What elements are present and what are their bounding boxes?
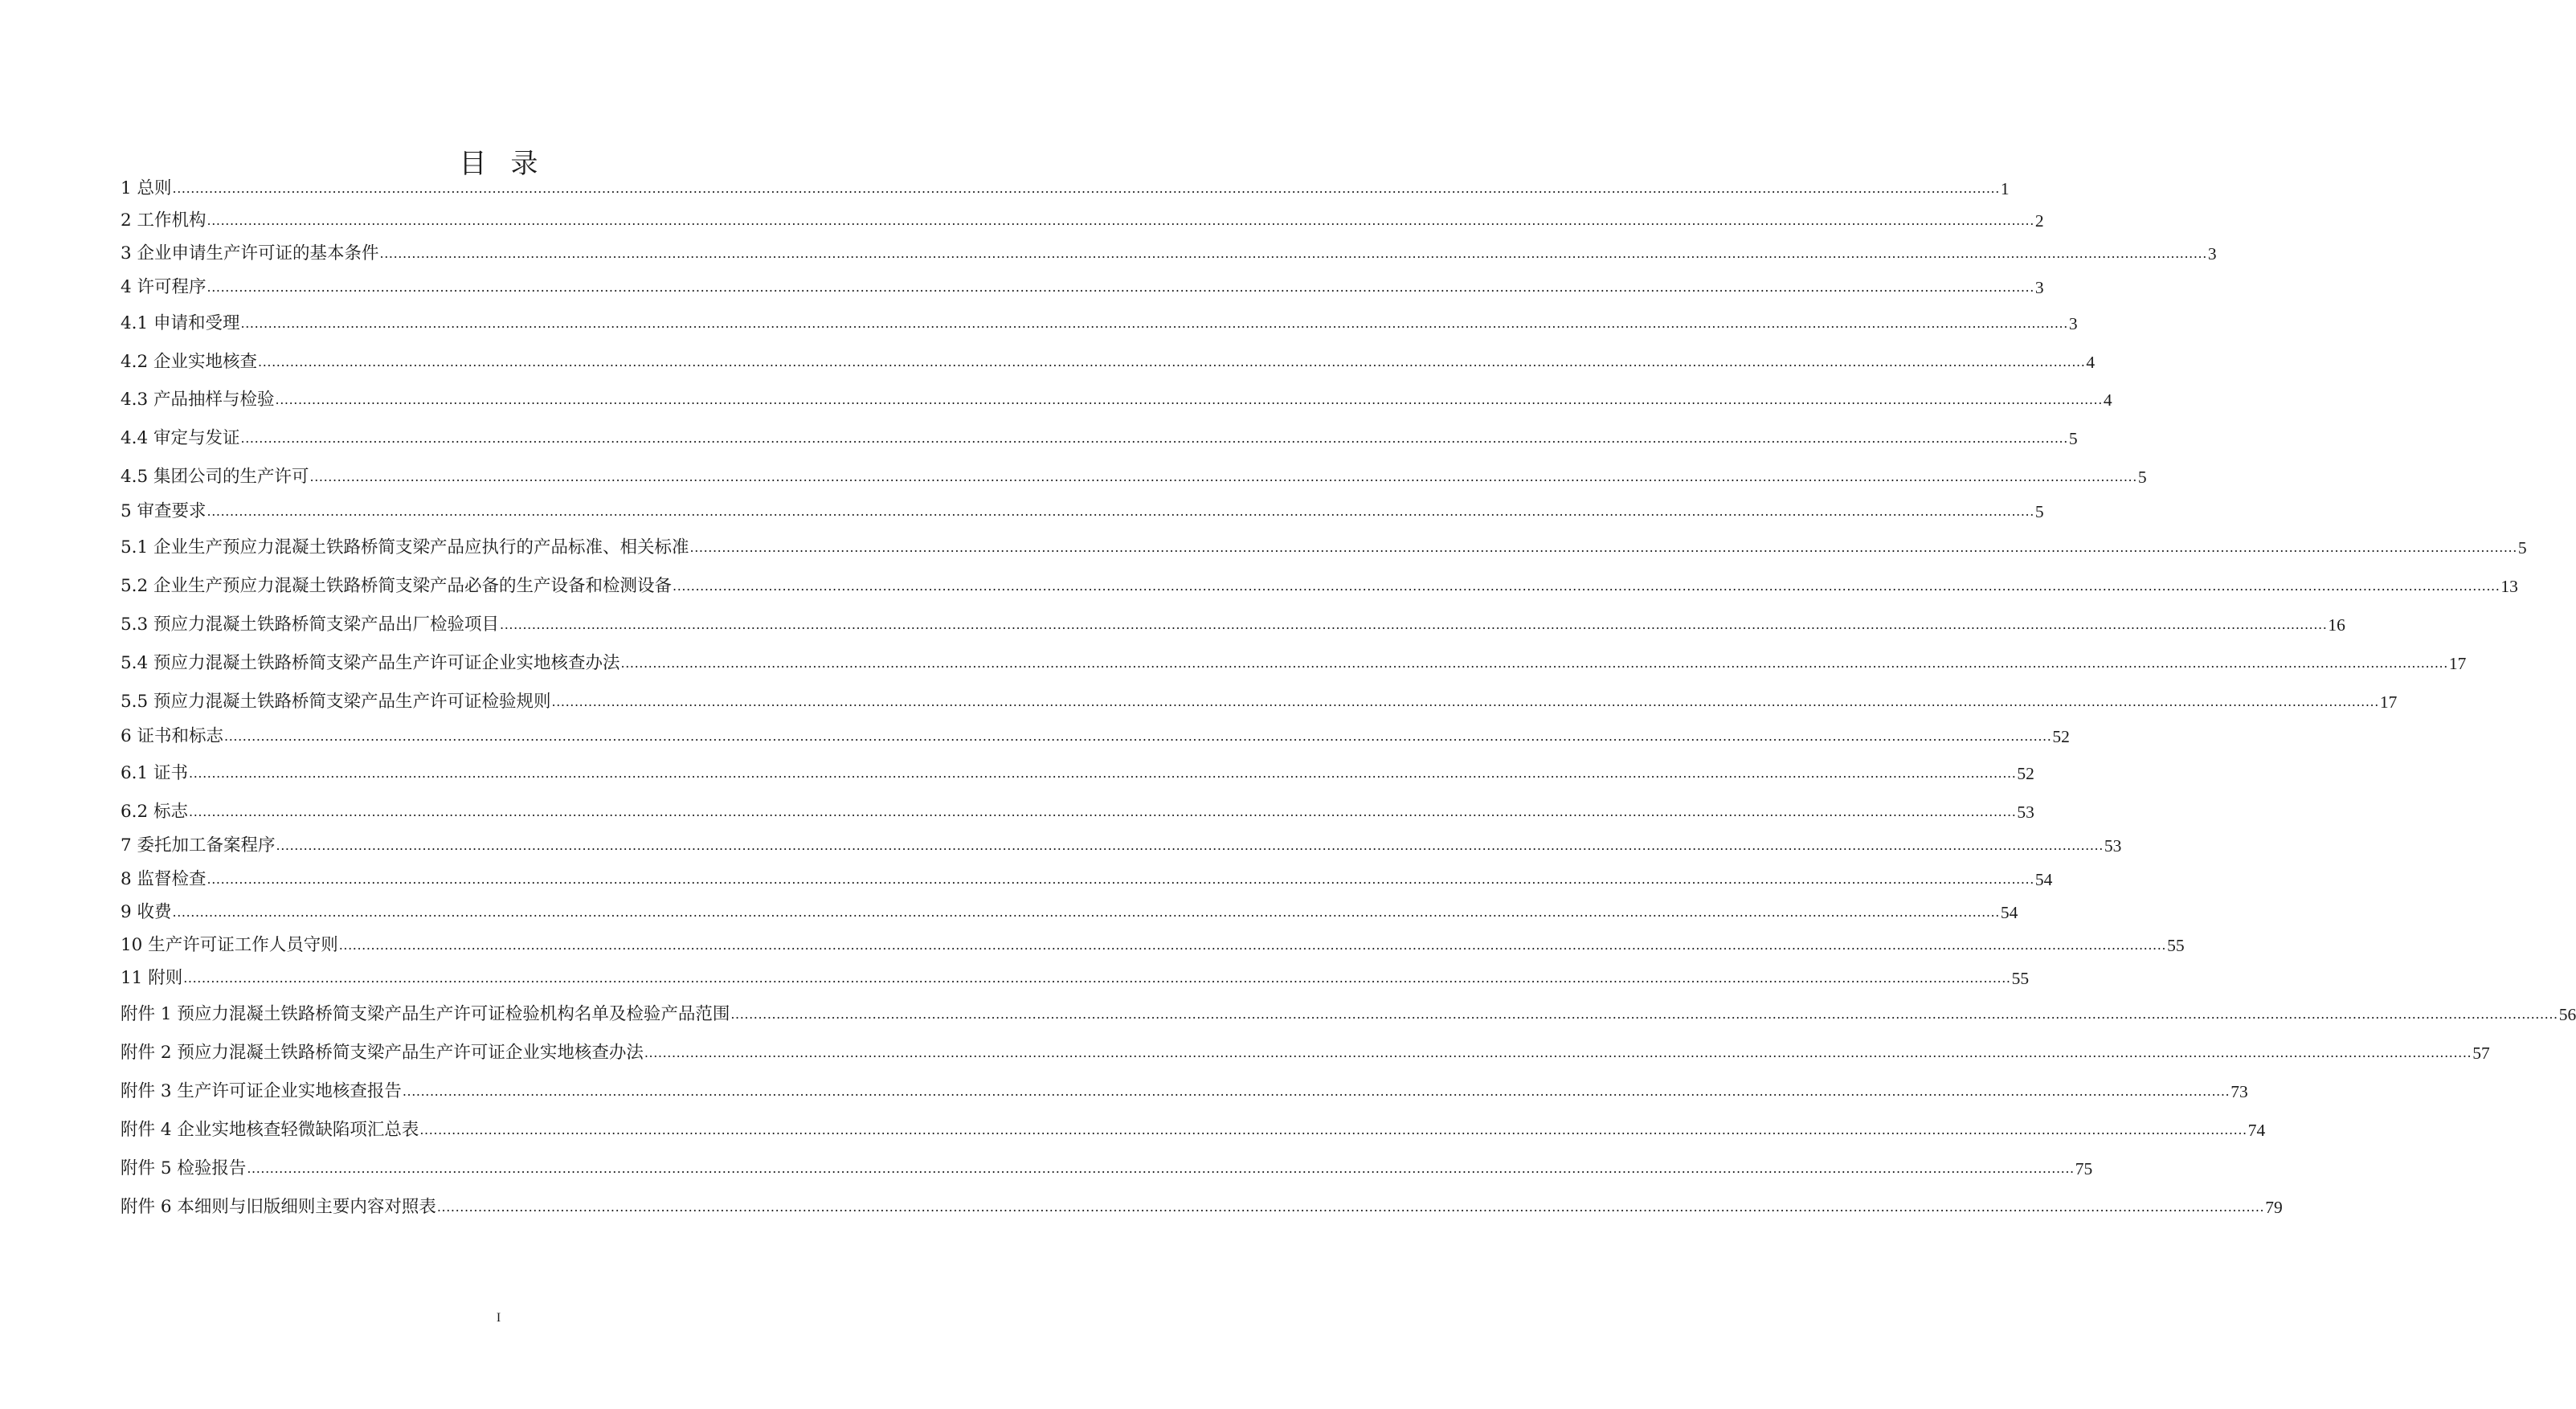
toc-entry-page: 75 [2075, 1159, 2093, 1178]
toc-entry-page: 2 [2034, 211, 2044, 231]
toc-entry-label: 11 附则 [121, 968, 183, 988]
toc-entry-11[interactable] [121, 966, 2030, 990]
toc-entry-page: 17 [2379, 692, 2398, 712]
toc-entry-page: 57 [2472, 1043, 2490, 1063]
toc-entry-label: 9 收费 [121, 902, 172, 922]
toc-entry-page: 53 [2104, 836, 2122, 856]
toc-entry-8[interactable] [121, 868, 2053, 892]
toc-entry-label: 6.1 证书 [121, 763, 189, 783]
toc-entry-4-2[interactable] [121, 350, 2096, 374]
toc-entry-label: 6 证书和标志 [121, 726, 224, 746]
toc-leader-dots: ................................................................................................................................................................................................................................................................................................................................................................................................................ [247, 1161, 2075, 1176]
toc-entry-label: 5.2 企业生产预应力混凝土铁路桥简支梁产品必备的生产设备和检测设备 [121, 576, 673, 596]
toc-entry-5-5[interactable] [121, 690, 2398, 714]
toc-entry-label: 7 委托加工备案程序 [121, 835, 276, 856]
toc-entry-page: 52 [2052, 727, 2070, 746]
toc-leader-dots: ................................................................................................................................................................................................................................................................................................................................................................................................................ [275, 392, 2103, 407]
toc-entry-page: 1 [2000, 179, 2010, 198]
toc-entry-label: 4.5 集团公司的生产许可 [121, 467, 309, 487]
toc-entry-page: 54 [2000, 903, 2018, 922]
toc-entry-appendix-6[interactable] [121, 1195, 2283, 1219]
toc-entry-label: 附件 5 检验报告 [121, 1158, 247, 1178]
toc-leader-dots: ................................................................................................................................................................................................................................................................................................................................................................................................................ [172, 181, 2000, 196]
toc-entry-appendix-3[interactable] [121, 1080, 2248, 1104]
toc-entry-page: 53 [2017, 803, 2034, 822]
toc-entry-appendix-4[interactable] [121, 1118, 2266, 1142]
toc-entry-4[interactable] [121, 276, 2044, 300]
toc-entry-9[interactable] [121, 901, 2018, 925]
toc-entry-label: 附件 4 企业实地核查轻微缺陷项汇总表 [121, 1120, 419, 1140]
toc-entry-page: 5 [2068, 429, 2078, 448]
toc-entry-page: 73 [2230, 1082, 2248, 1101]
page-number: I [496, 1311, 501, 1325]
toc-entry-label: 附件 6 本细则与旧版细则主要内容对照表 [121, 1197, 436, 1217]
toc-leader-dots: ................................................................................................................................................................................................................................................................................................................................................................................................................ [206, 872, 2034, 887]
toc-entry-label: 4.4 审定与发证 [121, 428, 240, 448]
page-title: 目录 [459, 148, 562, 180]
toc-leader-dots: ................................................................................................................................................................................................................................................................................................................................................................................................................ [240, 431, 2068, 446]
toc-leader-dots: ................................................................................................................................................................................................................................................................................................................................................................................................................ [436, 1199, 2265, 1215]
toc-entry-appendix-5[interactable] [121, 1157, 2093, 1181]
toc-leader-dots: ................................................................................................................................................................................................................................................................................................................................................................................................................ [730, 1007, 2558, 1022]
toc-entry-page: 54 [2034, 870, 2053, 889]
toc-leader-dots: ................................................................................................................................................................................................................................................................................................................................................................................................................ [258, 354, 2086, 370]
toc-entry-4-4[interactable] [121, 427, 2078, 451]
toc-entry-5-1[interactable] [121, 536, 2527, 560]
toc-entry-page: 13 [2500, 577, 2518, 596]
toc-entry-page: 55 [2011, 969, 2030, 988]
toc-entry-1[interactable] [121, 177, 2010, 201]
toc-entry-label: 6.2 标志 [121, 802, 189, 822]
toc-entry-label: 1 总则 [121, 178, 172, 198]
toc-entry-label: 3 企业申请生产许可证的基本条件 [121, 243, 379, 263]
toc-entry-4-5[interactable] [121, 465, 2147, 489]
toc-entry-10[interactable] [121, 933, 2185, 958]
toc-entry-label: 10 生产许可证工作人员守则 [121, 935, 338, 955]
toc-leader-dots: ................................................................................................................................................................................................................................................................................................................................................................................................................ [419, 1122, 2247, 1137]
toc-entry-page: 56 [2558, 1005, 2576, 1024]
toc-entry-label: 5 审查要求 [121, 501, 206, 521]
toc-entry-page: 79 [2265, 1198, 2283, 1217]
toc-entry-page: 4 [2086, 353, 2096, 372]
toc-entry-label: 4.3 产品抽样与检验 [121, 390, 275, 410]
toc-leader-dots: ................................................................................................................................................................................................................................................................................................................................................................................................................ [402, 1084, 2230, 1099]
toc-leader-dots: ................................................................................................................................................................................................................................................................................................................................................................................................................ [673, 578, 2500, 594]
toc-leader-dots: ................................................................................................................................................................................................................................................................................................................................................................................................................ [500, 617, 2328, 632]
toc-leader-dots: ................................................................................................................................................................................................................................................................................................................................................................................................................ [189, 804, 2017, 819]
toc-entry-5-2[interactable] [121, 574, 2518, 598]
toc-entry-label: 5.4 预应力混凝土铁路桥简支梁产品生产许可证企业实地核查办法 [121, 653, 620, 673]
toc-entry-page: 55 [2167, 936, 2185, 955]
toc-entry-label: 5.1 企业生产预应力混凝土铁路桥简支梁产品应执行的产品标准、相关标准 [121, 537, 689, 557]
toc-leader-dots: ................................................................................................................................................................................................................................................................................................................................................................................................................ [224, 729, 2052, 744]
toc-entry-page: 3 [2068, 314, 2078, 333]
toc-entry-5[interactable] [121, 500, 2044, 524]
toc-entry-5-3[interactable] [121, 613, 2345, 637]
toc-leader-dots: ................................................................................................................................................................................................................................................................................................................................................................................................................ [183, 970, 2011, 986]
toc-leader-dots: ................................................................................................................................................................................................................................................................................................................................................................................................................ [338, 937, 2167, 953]
toc-entry-3[interactable] [121, 242, 2217, 266]
toc-entry-page: 5 [2137, 468, 2147, 487]
toc-entry-label: 附件 1 预应力混凝土铁路桥简支梁产品生产许可证检验机构名单及检验产品范围 [121, 1004, 730, 1024]
toc-entry-4-1[interactable] [121, 312, 2078, 336]
toc-entry-page: 3 [2207, 244, 2217, 263]
toc-leader-dots: ................................................................................................................................................................................................................................................................................................................................................................................................................ [206, 280, 2034, 295]
toc-leader-dots: ................................................................................................................................................................................................................................................................................................................................................................................................................ [309, 469, 2137, 484]
toc-entry-page: 52 [2017, 764, 2034, 783]
toc-leader-dots: ................................................................................................................................................................................................................................................................................................................................................................................................................ [379, 246, 2207, 261]
toc-leader-dots: ................................................................................................................................................................................................................................................................................................................................................................................................................ [189, 766, 2017, 781]
toc-leader-dots: ................................................................................................................................................................................................................................................................................................................................................................................................................ [206, 213, 2034, 228]
toc-entry-7[interactable] [121, 834, 2122, 858]
toc-entry-2[interactable] [121, 209, 2044, 233]
toc-entry-appendix-2[interactable] [121, 1041, 2490, 1065]
toc-entry-page: 4 [2103, 390, 2112, 410]
toc-entry-6-1[interactable] [121, 762, 2034, 786]
toc-entry-label: 附件 2 预应力混凝土铁路桥简支梁产品生产许可证企业实地核查办法 [121, 1043, 644, 1063]
toc-entry-4-3[interactable] [121, 388, 2112, 412]
toc-leader-dots: ................................................................................................................................................................................................................................................................................................................................................................................................................ [276, 838, 2104, 853]
toc-entry-page: 3 [2034, 278, 2044, 297]
toc-entry-page: 17 [2448, 654, 2467, 673]
toc-entry-5-4[interactable] [121, 651, 2467, 676]
toc-leader-dots: ................................................................................................................................................................................................................................................................................................................................................................................................................ [206, 504, 2034, 519]
toc-leader-dots: ................................................................................................................................................................................................................................................................................................................................................................................................................ [620, 655, 2448, 671]
toc-leader-dots: ................................................................................................................................................................................................................................................................................................................................................................................................................ [689, 540, 2517, 555]
toc-entry-page: 5 [2034, 502, 2044, 521]
toc-entry-label: 4.2 企业实地核查 [121, 352, 258, 372]
toc-entry-appendix-1[interactable] [121, 1003, 2576, 1027]
toc-entry-page: 5 [2517, 538, 2527, 557]
toc-entry-6-2[interactable] [121, 800, 2034, 824]
toc-entry-label: 4.1 申请和受理 [121, 313, 240, 333]
toc-entry-page: 16 [2328, 615, 2345, 635]
toc-leader-dots: ................................................................................................................................................................................................................................................................................................................................................................................................................ [551, 694, 2379, 709]
toc-entry-label: 2 工作机构 [121, 210, 206, 231]
toc-entry-label: 5.3 预应力混凝土铁路桥简支梁产品出厂检验项目 [121, 615, 500, 635]
toc-entry-label: 4 许可程序 [121, 277, 206, 297]
toc-entry-label: 8 监督检查 [121, 869, 206, 889]
toc-entry-label: 5.5 预应力混凝土铁路桥简支梁产品生产许可证检验规则 [121, 692, 551, 712]
toc-entry-6[interactable] [121, 725, 2070, 749]
toc-leader-dots: ................................................................................................................................................................................................................................................................................................................................................................................................................ [172, 905, 2000, 920]
toc-entry-page: 74 [2247, 1121, 2266, 1140]
toc-entry-label: 附件 3 生产许可证企业实地核查报告 [121, 1081, 402, 1101]
toc-leader-dots: ................................................................................................................................................................................................................................................................................................................................................................................................................ [240, 316, 2068, 331]
toc-leader-dots: ................................................................................................................................................................................................................................................................................................................................................................................................................ [644, 1045, 2472, 1060]
